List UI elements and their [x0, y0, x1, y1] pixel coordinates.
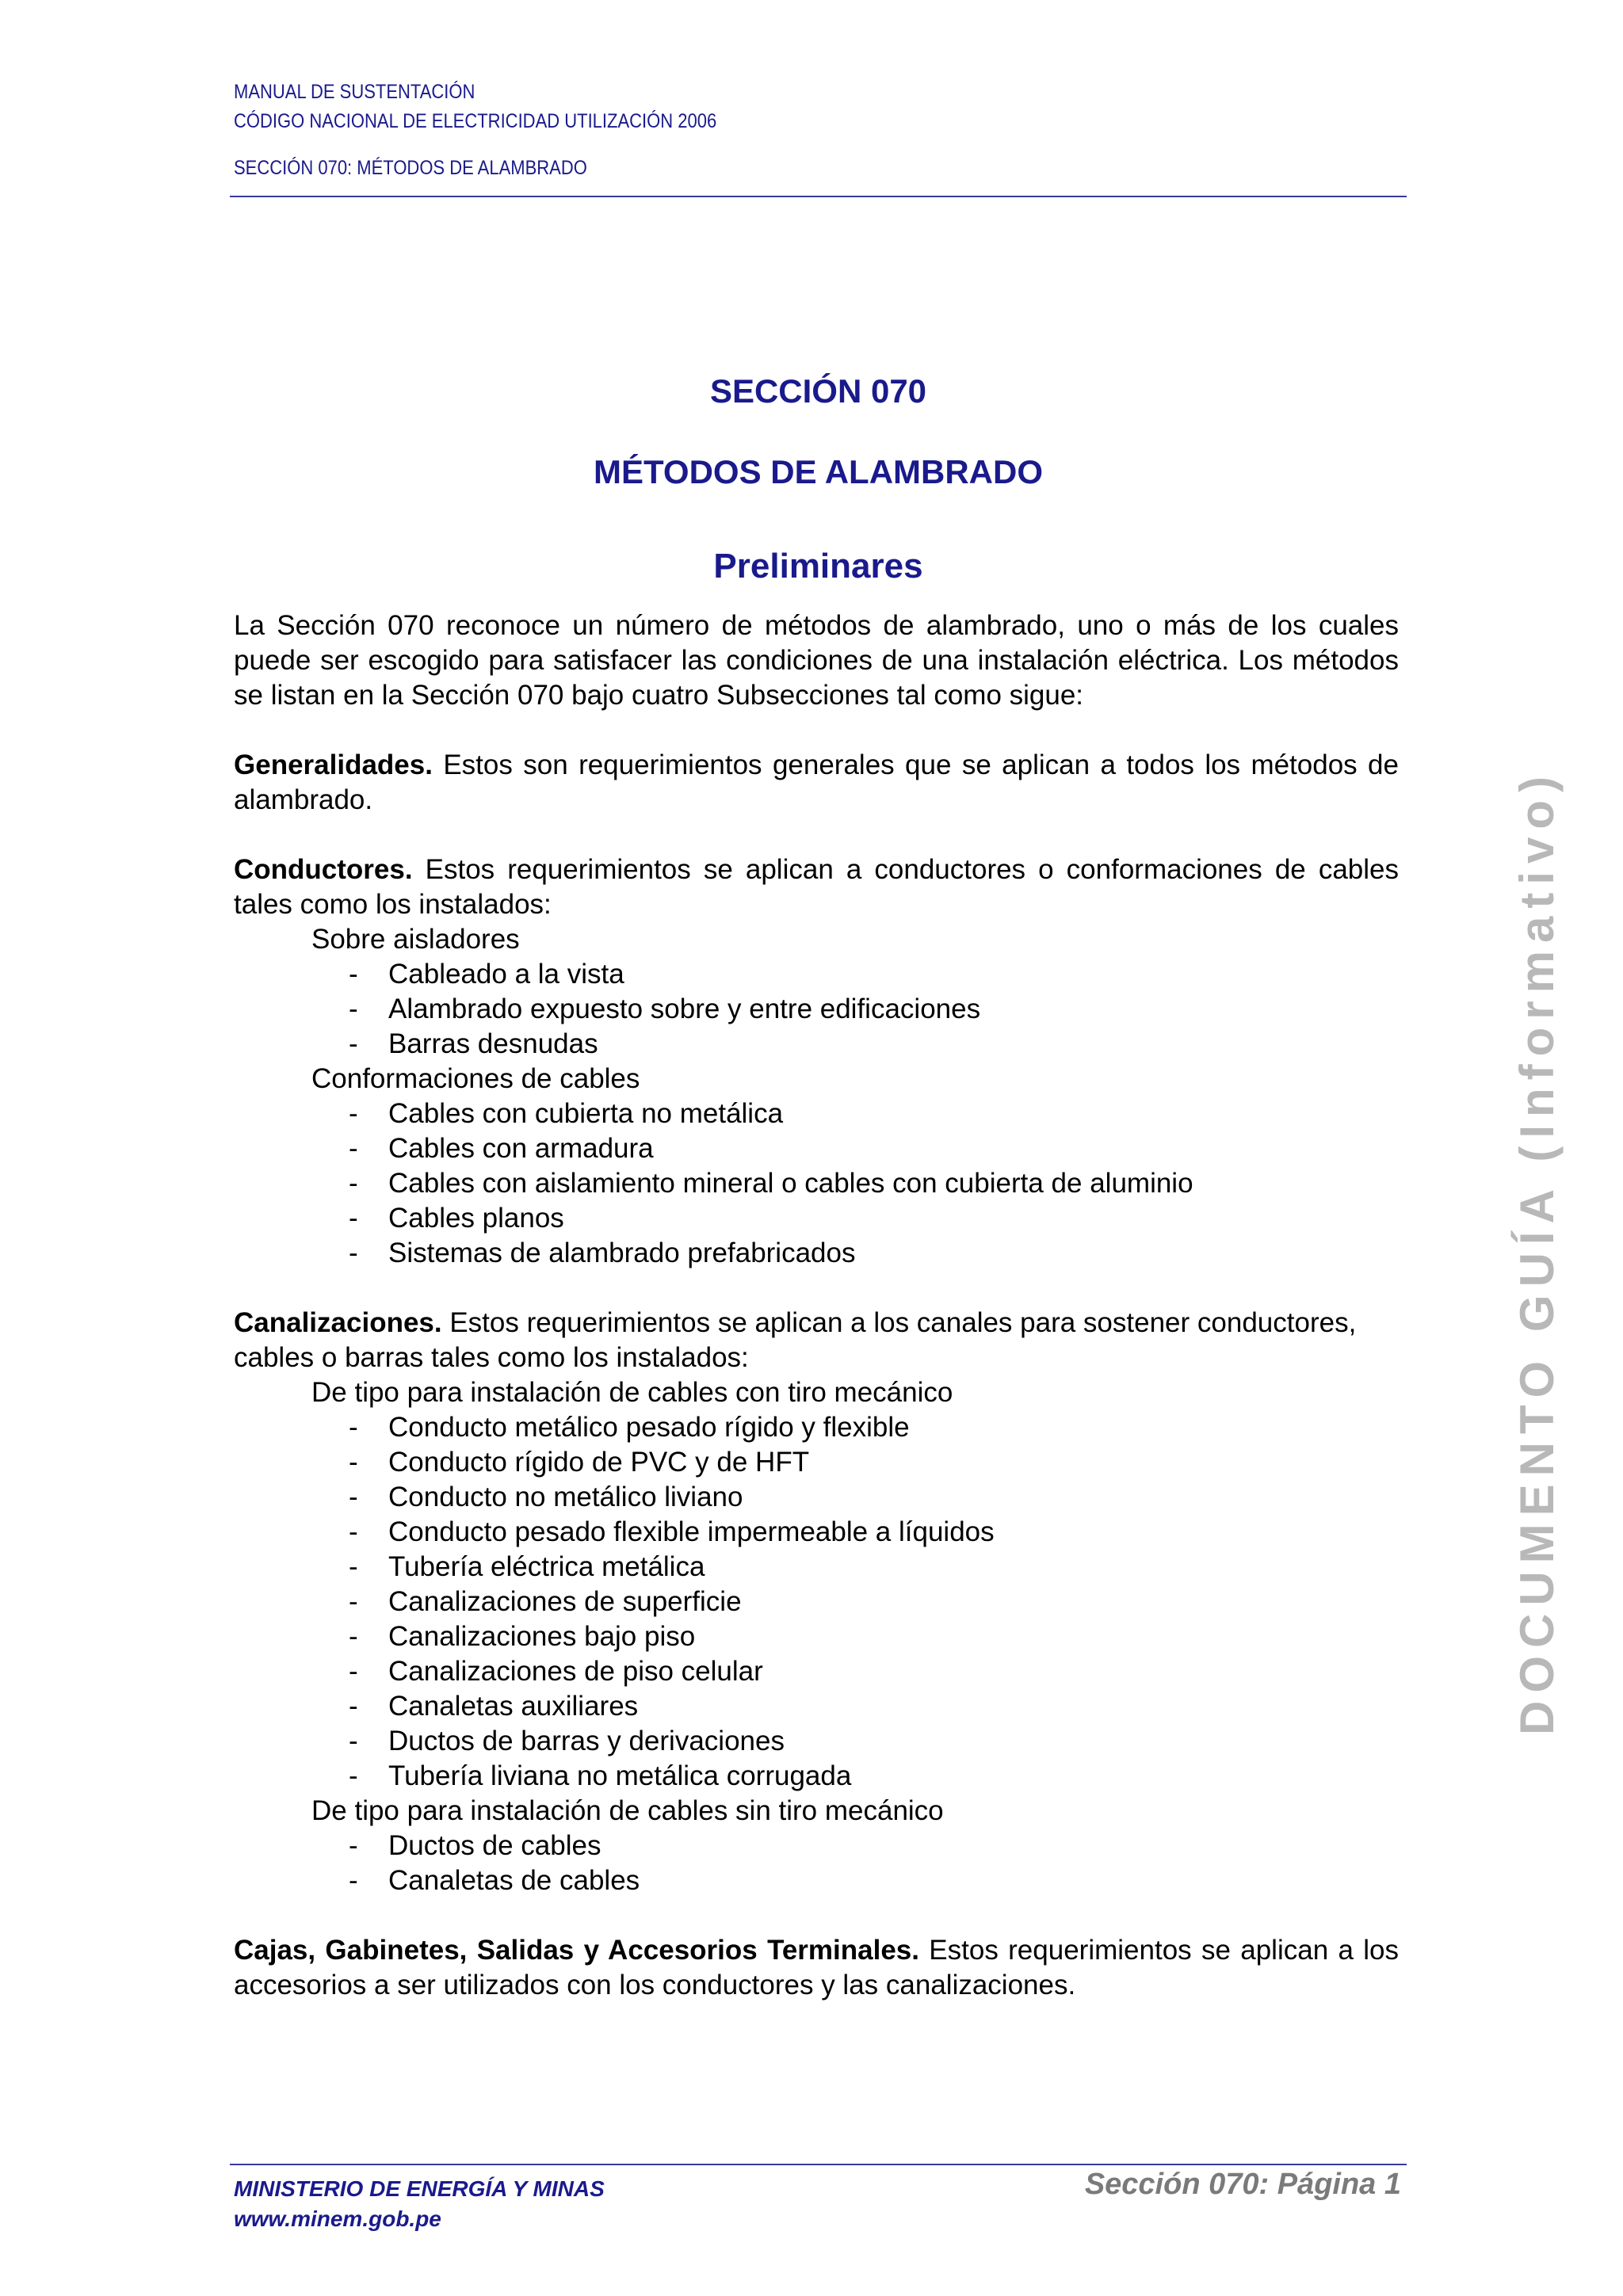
list-item: - Cableado a la vista: [349, 959, 624, 990]
header-divider: [230, 196, 1407, 197]
footer-url: www.minem.gob.pe: [234, 2206, 441, 2231]
section-number-title: SECCIÓN 070: [709, 372, 927, 410]
conductores-paragraph: [234, 852, 1399, 922]
preliminares-subtitle: Preliminares: [713, 547, 923, 585]
conductores-label: Conductores.: [234, 854, 413, 885]
list-item: - Canaletas auxiliares: [349, 1691, 639, 1722]
list-item: - Tubería liviana no metálica corrugada: [349, 1760, 852, 1791]
list-item: - Tubería eléctrica metálica: [349, 1551, 705, 1582]
footer-organization: [234, 2174, 605, 2234]
document-header: [234, 78, 1267, 183]
list-item: - Alambrado expuesto sobre y entre edificaciones: [349, 994, 981, 1024]
header-line-2: CÓDIGO NACIONAL DE ELECTRICIDAD UTILIZACIÓN 2006: [234, 110, 717, 132]
list-group-title: Sobre aisladores: [311, 924, 520, 955]
list-item: - Ductos de cables: [349, 1830, 601, 1861]
header-line-1: MANUAL DE SUSTENTACIÓN: [234, 81, 475, 103]
footer-divider: [230, 2164, 1407, 2165]
list-item: - Conducto pesado flexible impermeable a líquidos: [349, 1516, 995, 1547]
main-content: [234, 608, 1399, 2003]
list-item: - Sistemas de alambrado prefabricados: [349, 1238, 856, 1268]
header-section-line: SECCIÓN 070: MÉTODOS DE ALAMBRADO: [234, 157, 587, 179]
cajas-text: Estos requerimientos se aplican a los accesorios a ser utilizados con los conductores y las canalizaciones.: [234, 1935, 1399, 2000]
list-item: - Ductos de barras y derivaciones: [349, 1726, 785, 1756]
page-number: Sección 070: Página 1: [1084, 2168, 1401, 2201]
list-group-title: De tipo para instalación de cables sin tiro mecánico: [311, 1795, 944, 1826]
list-group-title: De tipo para instalación de cables con tiro mecánico: [311, 1377, 953, 1408]
section-name-title: MÉTODOS DE ALAMBRADO: [594, 453, 1043, 490]
list-item: - Conducto rígido de PVC y de HFT: [349, 1447, 810, 1478]
list-item: - Canalizaciones de piso celular: [349, 1656, 763, 1687]
list-item: - Cables con cubierta no metálica: [349, 1098, 784, 1129]
intro-paragraph: La Sección 070 reconoce un número de métodos de alambrado, uno o más de los cuales puede ser escogido para satisfacer las condiciones de una instalación eléctrica. Los métodos se listan en la Sección 070 bajo cuatro Subsecciones tal como sigue:: [234, 610, 1399, 711]
list-item: - Conducto no metálico liviano: [349, 1482, 743, 1512]
list-item: - Cables con armadura: [349, 1133, 654, 1164]
conductores-text: Estos requerimientos se aplican a conductores o conformaciones de cables tales como los instalados:: [234, 854, 1399, 920]
list-item: - Cables con aislamiento mineral o cables con cubierta de aluminio: [349, 1168, 1193, 1199]
list-group-title: Conformaciones de cables: [311, 1063, 640, 1094]
cajas-label: Cajas, Gabinetes, Salidas y Accesorios Terminales.: [234, 1935, 919, 1966]
canalizaciones-paragraph: [234, 1306, 1399, 1375]
list-item: - Cables planos: [349, 1203, 564, 1234]
list-item: - Canalizaciones bajo piso: [349, 1621, 696, 1652]
watermark-text: DOCUMENTO GUÍA (Informativo): [1510, 769, 1564, 1735]
footer-org-name: MINISTERIO DE ENERGÍA Y MINAS: [234, 2176, 605, 2201]
list-item: - Conducto metálico pesado rígido y flexible: [349, 1412, 910, 1443]
canalizaciones-text: Estos requerimientos se aplican a los canales para sostener conductores, cables o barras tales como los instalados:: [234, 1307, 1357, 1373]
generalidades-text: Estos son requerimientos generales que se aplican a todos los métodos de alambrado.: [234, 749, 1399, 815]
cajas-paragraph: [234, 1933, 1399, 2003]
generalidades-label: Generalidades.: [234, 749, 433, 780]
list-item: - Canalizaciones de superficie: [349, 1586, 742, 1617]
canalizaciones-label: Canalizaciones.: [234, 1307, 442, 1338]
list-item: - Canaletas de cables: [349, 1865, 640, 1896]
list-item: - Barras desnudas: [349, 1028, 598, 1059]
generalidades-paragraph: [234, 748, 1399, 818]
